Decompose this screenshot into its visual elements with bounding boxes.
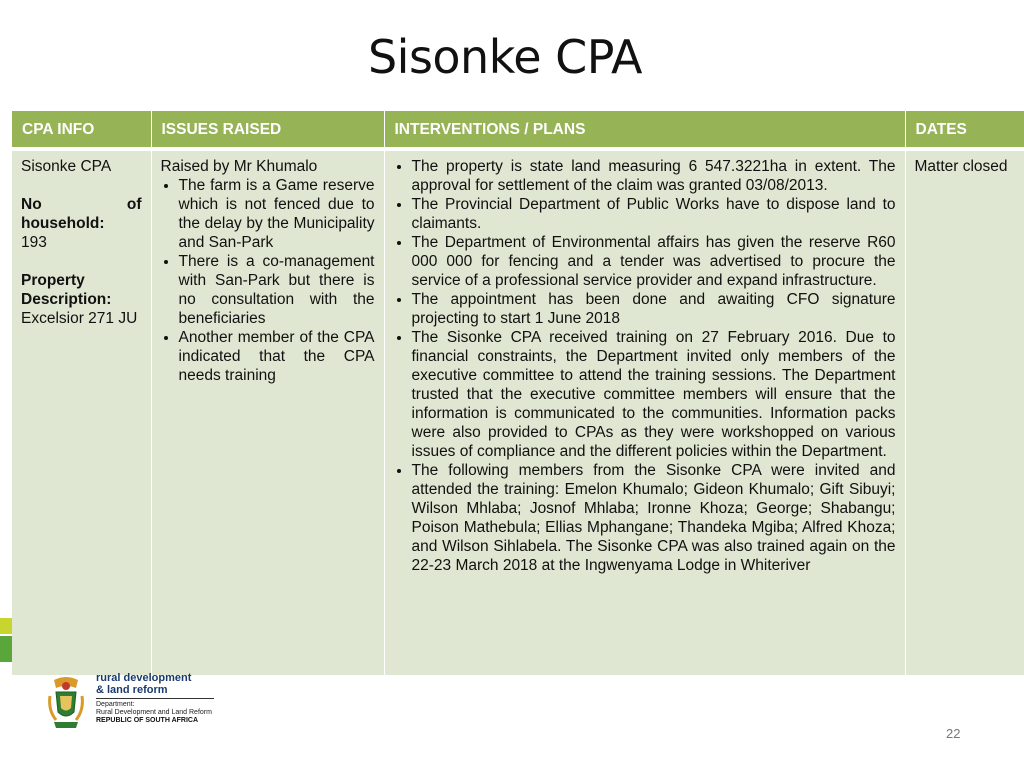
- green-accent-bars: [0, 618, 12, 662]
- cell-interventions: [384, 149, 905, 675]
- page-number: 22: [946, 726, 961, 741]
- logo-line-5: REPUBLIC OF SOUTH AFRICA: [96, 717, 199, 724]
- table-row: [12, 149, 1024, 675]
- header-interventions: INTERVENTIONS / PLANS: [384, 111, 905, 149]
- logo-line-1: rural development: [96, 672, 192, 684]
- page-title: Sisonke CPA: [367, 30, 643, 84]
- household-label: No of household:: [21, 196, 142, 232]
- household-value: 193: [21, 234, 47, 251]
- issues-intro: Raised by Mr Khumalo: [160, 158, 318, 175]
- header-dates: DATES: [905, 111, 1024, 149]
- list-item: • There is a co-management with San-Park but there is no consultation with the beneficiaries: [179, 252, 375, 328]
- issues-list: [161, 176, 375, 385]
- list-item: • The property is state land measuring 6 547.3221ha in extent. The approval for settlement of the claim was granted 03/08/2013.: [412, 157, 896, 195]
- logo-line-3: Department:: [96, 701, 135, 708]
- list-item: • Another member of the CPA indicated that the CPA needs training: [179, 328, 375, 385]
- list-item: • The Provincial Department of Public Works have to dispose land to claimants.: [412, 195, 896, 233]
- property-value: Excelsior 271 JU: [21, 310, 138, 327]
- property-label: Property Description:: [21, 272, 112, 308]
- cell-cpa-info: [12, 149, 151, 675]
- cpa-table: [12, 111, 1024, 675]
- header-issues-raised: ISSUES RAISED: [151, 111, 384, 149]
- logo-line-4: Rural Development and Land Reform: [96, 709, 212, 716]
- cpa-name: Sisonke CPA: [21, 158, 112, 175]
- list-item: • The Sisonke CPA received training on 27 February 2016. Due to financial constraints, the Department invited only members of the executive committee to attend the training sessions. The Department trusted that the executive committee members will ensure that the information is communicated to the communities. Information packs were also provided to CPAs as they were workshopped on various issues of compliance and the different policies within the Department.: [412, 328, 896, 461]
- green-bar: [0, 636, 12, 662]
- dates-value: Matter closed: [914, 158, 1008, 175]
- interventions-list: [394, 157, 896, 575]
- logo-line-2: & land reform: [96, 684, 168, 696]
- cell-issues-raised: [151, 149, 384, 675]
- cell-dates: [905, 149, 1024, 675]
- coat-of-arms-icon: [46, 674, 86, 730]
- department-logo: [46, 668, 226, 730]
- lime-bar: [0, 618, 12, 634]
- logo-divider: [96, 698, 214, 699]
- list-item: • The appointment has been done and awaiting CFO signature projecting to start 1 June 2018: [412, 290, 896, 328]
- list-item: • The farm is a Game reserve which is not fenced due to the delay by the Municipality and San-Park: [179, 176, 375, 252]
- header-cpa-info: CPA INFO: [12, 111, 151, 149]
- table-header-row: [12, 111, 1024, 149]
- list-item: • The following members from the Sisonke CPA were invited and attended the training: Emelon Khumalo; Gideon Khumalo; Gift Sibuyi; Wilson Mhlaba; Josnof Mhlaba; Ironne Khoza; George; Shabangu; Poison Mathebula; Ellias Mphangane; Thandeka Mgiba; Alfred Khoza; and Wilson Sihlabela. The Sisonke CPA was also trained again on the 22-23 March 2018 at the Ingwenyama Lodge in Whiteriver: [412, 461, 896, 575]
- list-item: • The Department of Environmental affairs has given the reserve R60 000 000 for fencing and a tender was advertised to procure the service of a professional service provider and expand infrastructure.: [412, 233, 896, 290]
